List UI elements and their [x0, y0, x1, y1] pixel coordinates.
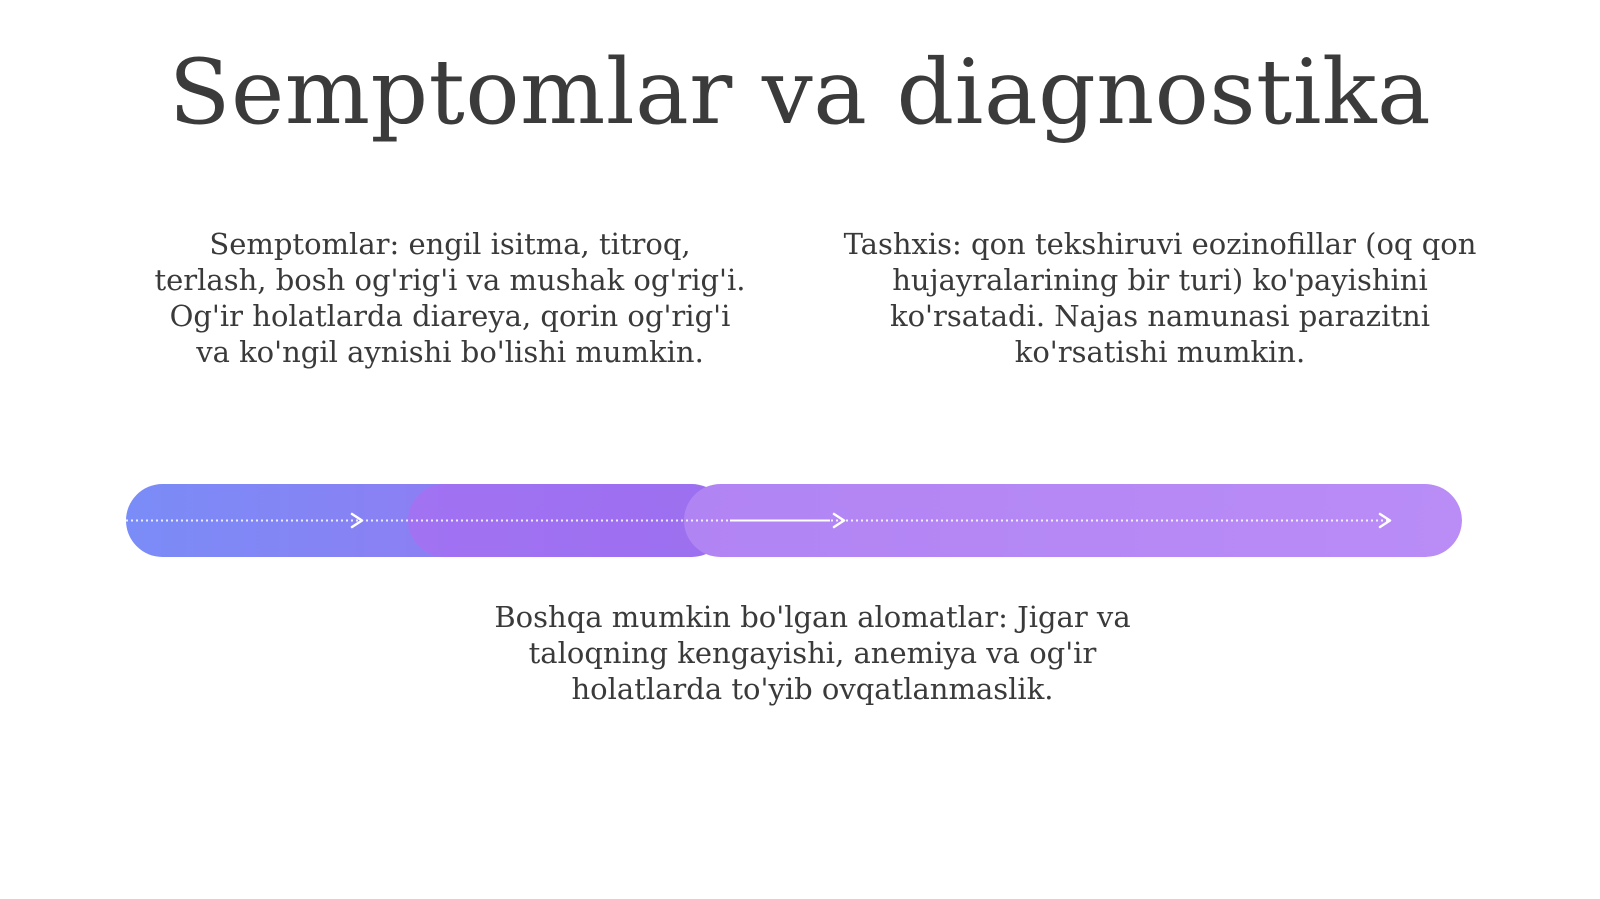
other-symptoms-text: Boshqa mumkin bo'lgan alomatlar: Jigar va taloqning kengayishi, anemiya va og'ir holatlarda to'yib ovqatlanmaslik.: [494, 600, 1131, 706]
symptoms-text: Semptomlar: engil isitma, titroq, terlash, bosh og'rig'i va mushak og'rig'i. Og'ir holatlarda diareya, qorin og'rig'i va ko'ngil aynishi bo'lishi mumkin.: [154, 227, 746, 369]
timeline-bar: [126, 484, 1462, 557]
diagnosis-text: Tashxis: qon tekshiruvi eozinofillar (oq qon hujayralarining bir turi) ko'payishini ko'rsatadi. Najas namunasi parazitni ko'rsatishi mumkin.: [843, 227, 1477, 369]
slide-title: Semptomlar va diagnostika: [168, 40, 1432, 145]
